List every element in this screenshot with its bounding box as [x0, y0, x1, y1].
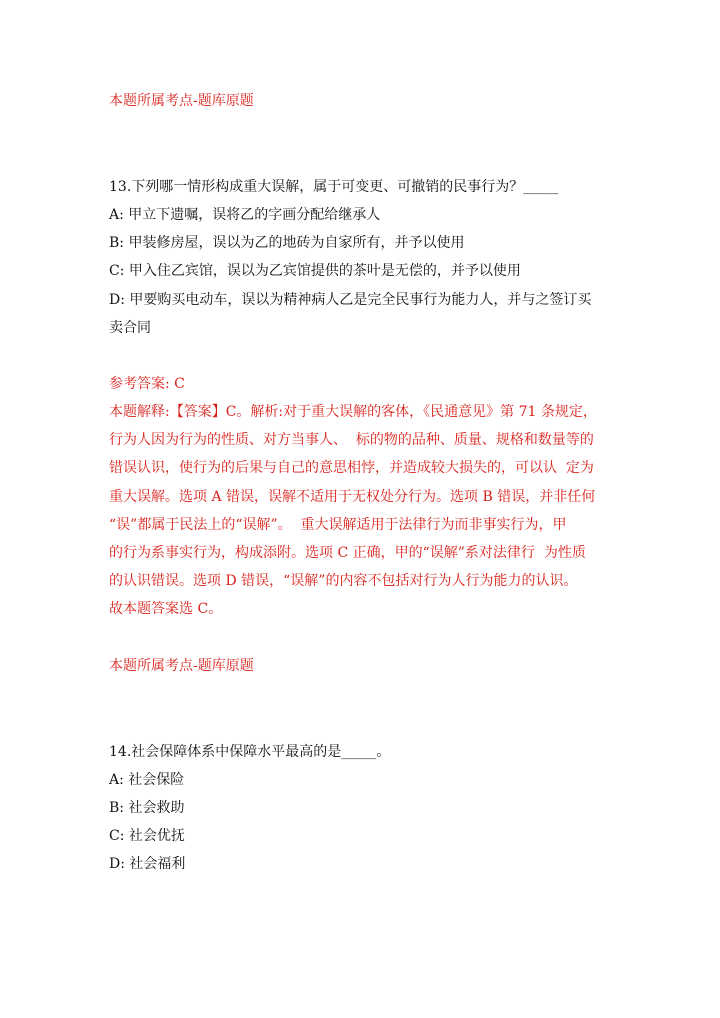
q13-option-d-cont: 卖合同: [109, 320, 151, 336]
q13-stem: 13.下列哪一情形构成重大误解，属于可变更、可撤销的民事行为？_____: [109, 179, 559, 195]
q13-explanation-line: 行为人因为行为的性质、对方当事人、 标的物的品种、质量、规格和数量等的: [109, 432, 594, 448]
q13-source-note: 本题所属考点-题库原题: [109, 658, 254, 674]
q13-explanation-line: 的行为系事实行为，构成添附。选项 C 正确，甲的“误解”系对法律行 为性质: [109, 545, 586, 561]
q14-option-d: D: 社会福利: [109, 856, 186, 872]
q13-option-c: C: 甲入住乙宾馆，误以为乙宾馆提供的茶叶是无偿的，并予以使用: [109, 263, 521, 279]
q13-option-b: B: 甲装修房屋，误以为乙的地砖为自家所有，并予以使用: [109, 235, 465, 251]
q13-explanation-line: 重大误解。选项 A 错误，误解不适用于无权处分行为。选项 B 错误，并非任何: [109, 489, 596, 505]
q13-answer: 参考答案: C: [109, 376, 185, 392]
source-note-top: 本题所属考点-题库原题: [109, 93, 254, 109]
q14-option-c: C: 社会优抚: [109, 828, 185, 844]
q13-explanation-line: 错误认识，使行为的后果与自己的意思相悖，并造成较大损失的，可以认 定为: [109, 460, 594, 476]
q14-stem: 14.社会保障体系中保障水平最高的是_____。: [109, 744, 391, 760]
q13-option-a: A: 甲立下遗嘱，误将乙的字画分配给继承人: [109, 207, 381, 223]
q13-option-d: D: 甲要购买电动车，误以为精神病人乙是完全民事行为能力人，并与之签订买: [109, 292, 592, 308]
q13-explanation-line: “误”都属于民法上的“误解”。 重大误解适用于法律行为而非事实行为，甲: [109, 517, 567, 533]
q13-explanation-line: 本题解释:【答案】C。解析:对于重大误解的客体，《民通意见》第 71 条规定，: [109, 404, 597, 420]
q13-explanation-line: 故本题答案选 C。: [109, 601, 223, 617]
q14-option-b: B: 社会救助: [109, 800, 185, 816]
q13-explanation-line: 的认识错误。选项 D 错误，“误解”的内容不包括对行为人行为能力的认识。: [109, 573, 578, 589]
q14-option-a: A: 社会保险: [109, 772, 185, 788]
